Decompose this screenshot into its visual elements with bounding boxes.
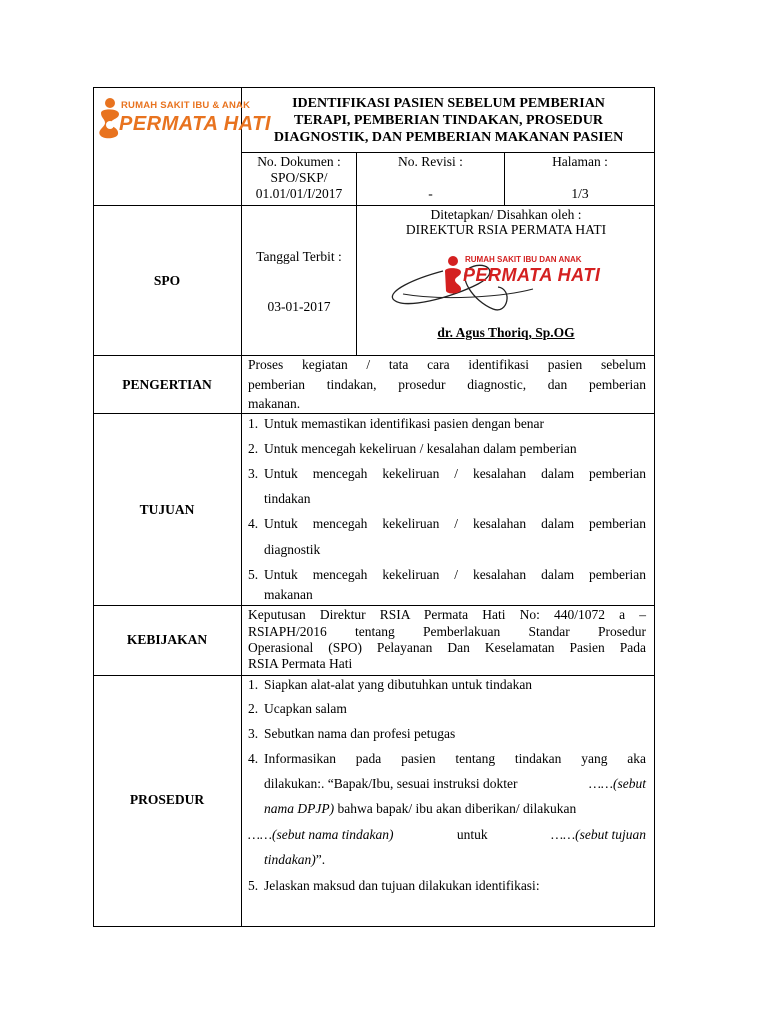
direktur-text: DIREKTUR RSIA PERMATA HATI bbox=[405, 222, 607, 237]
divider-docinfo bbox=[93, 205, 655, 206]
prosedur-4-l4-c: ……(sebut tujuan bbox=[551, 827, 646, 842]
kebijakan-line-3: Operasional (SPO) Pelayanan Dan Keselamatan Pasien Pada bbox=[248, 640, 646, 655]
tujuan-item-4 bbox=[248, 516, 646, 532]
prosedur-text-5: Jelaskan maksud dan tujuan dilakukan identifikasi: bbox=[264, 878, 540, 893]
prosedur-text-4a: Informasikan pada pasien tentang tindakan yang aka bbox=[264, 751, 646, 766]
prosedur-num-1: 1. bbox=[248, 677, 259, 692]
prosedur-num-2: 2. bbox=[248, 701, 259, 716]
prosedur-4-l3-b: bahwa bapak/ ibu akan diberikan/ dilakukan bbox=[334, 801, 577, 816]
hospital-logo bbox=[97, 95, 271, 145]
prosedur-4-l5-b: ”. bbox=[315, 852, 326, 867]
divider-kebijakan bbox=[93, 675, 655, 676]
kebijakan-line-4: RSIA Permata Hati bbox=[248, 656, 353, 671]
tujuan-item-2 bbox=[248, 441, 646, 457]
stamp-big-text: PERMATA HATI bbox=[463, 265, 601, 285]
signature-stamp bbox=[383, 239, 623, 319]
document-title bbox=[242, 95, 655, 146]
pengertian-line-3: makanan. bbox=[248, 396, 301, 411]
prosedur-item-4 bbox=[248, 751, 646, 767]
prosedur-4-l4-a: ……(sebut nama tindakan) bbox=[248, 827, 394, 842]
no-revisi-value: - bbox=[428, 186, 433, 201]
tujuan-item-3 bbox=[248, 466, 646, 482]
tujuan-text-1: Untuk memastikan identifikasi pasien dengan benar bbox=[264, 416, 545, 431]
prosedur-4-l2-a: dilakukan:. “Bapak/Ibu, sesuai instruksi dokter bbox=[264, 776, 518, 791]
prosedur-4-l3-a: nama DPJP) bbox=[264, 801, 335, 816]
tujuan-num-1: 1. bbox=[248, 416, 259, 431]
tujuan-item-5 bbox=[248, 567, 646, 583]
divider-pengertian bbox=[93, 413, 655, 414]
prosedur-item-4-line-3 bbox=[264, 801, 646, 817]
spo-document bbox=[93, 87, 655, 927]
signer-name bbox=[357, 325, 655, 341]
tujuan-num-3: 3. bbox=[248, 466, 259, 481]
divider-tujuan bbox=[93, 605, 655, 606]
signer-name-text: dr. Agus Thoriq, Sp.OG bbox=[437, 325, 575, 340]
title-line-3: DIAGNOSTIK, DAN PEMBERIAN MAKANAN PASIEN bbox=[273, 130, 624, 145]
tujuan-num-5: 5. bbox=[248, 567, 259, 582]
prosedur-text-3: Sebutkan nama dan profesi petugas bbox=[264, 726, 456, 741]
prosedur-item-4-line-2 bbox=[264, 776, 646, 792]
tujuan-cont-3: tindakan bbox=[264, 491, 311, 506]
logo-big-text: PERMATA HATI bbox=[119, 113, 271, 135]
tujuan-text-3: Untuk mencegah kekeliruan / kesalahan dalam pemberian bbox=[264, 466, 646, 481]
tujuan-label: TUJUAN bbox=[139, 502, 195, 517]
column-divider bbox=[241, 87, 242, 927]
prosedur-num-5: 5. bbox=[248, 878, 259, 893]
title-line-1: IDENTIFIKASI PASIEN SEBELUM PEMBERIAN bbox=[292, 96, 605, 111]
prosedur-item-5 bbox=[248, 878, 540, 894]
divider-spo bbox=[93, 355, 655, 356]
tujuan-item-1 bbox=[248, 416, 646, 432]
prosedur-item-4-line-5 bbox=[264, 852, 325, 868]
prosedur-text-1: Siapkan alat-alat yang dibutuhkan untuk tindakan bbox=[264, 677, 533, 692]
kebijakan-line-1: Keputusan Direktur RSIA Permata Hati No: 440/1072 a – bbox=[248, 607, 646, 622]
prosedur-4-l5-a: tindakan) bbox=[264, 852, 316, 867]
prosedur-num-3: 3. bbox=[248, 726, 259, 741]
kebijakan-line-2: RSIAPH/2016 tentang Pemberlakuan Standar Prosedur bbox=[248, 624, 646, 639]
prosedur-item-2 bbox=[248, 701, 347, 717]
prosedur-text-2: Ucapkan salam bbox=[264, 701, 347, 716]
tanggal-terbit-label: Tanggal Terbit : bbox=[256, 249, 342, 264]
no-dokumen-label: No. Dokumen : bbox=[257, 154, 341, 169]
tujuan-cont-5: makanan bbox=[264, 587, 313, 602]
spo-label: SPO bbox=[153, 273, 181, 288]
tujuan-text-2: Untuk mencegah kekeliruan / kesalahan dalam pemberian bbox=[264, 441, 577, 456]
tujuan-text-5: Untuk mencegah kekeliruan / kesalahan dalam pemberian bbox=[264, 567, 646, 582]
logo-small-text: RUMAH SAKIT IBU & ANAK bbox=[121, 100, 251, 111]
kebijakan-label: KEBIJAKAN bbox=[126, 632, 208, 647]
tujuan-num-2: 2. bbox=[248, 441, 259, 456]
pengertian-label: PENGERTIAN bbox=[122, 377, 212, 392]
tujuan-num-4: 4. bbox=[248, 516, 259, 531]
pengertian-line-1: Proses kegiatan / tata cara identifikasi pasien sebelum bbox=[248, 357, 646, 372]
tujuan-cont-4: diagnostik bbox=[264, 542, 321, 557]
ditetapkan-text: Ditetapkan/ Disahkan oleh : bbox=[430, 207, 582, 222]
prosedur-item-1 bbox=[248, 677, 532, 693]
no-dokumen-line2: 01.01/01/I/2017 bbox=[255, 186, 343, 201]
tujuan-text-4: Untuk mencegah kekeliruan / kesalahan dalam pemberian bbox=[264, 516, 646, 531]
pengertian-line-2: pemberian tindakan, prosedur diagnostic, dan pemberian bbox=[248, 377, 646, 392]
tanggal-terbit-value: 03-01-2017 bbox=[267, 299, 331, 314]
no-revisi-label: No. Revisi : bbox=[398, 154, 463, 169]
halaman-label: Halaman : bbox=[552, 154, 608, 169]
prosedur-label: PROSEDUR bbox=[129, 792, 205, 807]
prosedur-num-4: 4. bbox=[248, 751, 259, 766]
halaman-value: 1/3 bbox=[571, 186, 589, 201]
title-line-2: TERAPI, PEMBERIAN TINDAKAN, PROSEDUR bbox=[294, 113, 603, 128]
prosedur-item-4-line-4 bbox=[248, 827, 646, 843]
prosedur-4-l4-b: untuk bbox=[456, 827, 488, 842]
no-dokumen-line1: SPO/SKP/ bbox=[270, 170, 328, 185]
stamp-small-text: RUMAH SAKIT IBU DAN ANAK bbox=[465, 255, 582, 264]
divider-header bbox=[241, 152, 655, 153]
prosedur-item-3 bbox=[248, 726, 455, 742]
prosedur-4-l2-b: ……(sebut bbox=[589, 776, 646, 791]
